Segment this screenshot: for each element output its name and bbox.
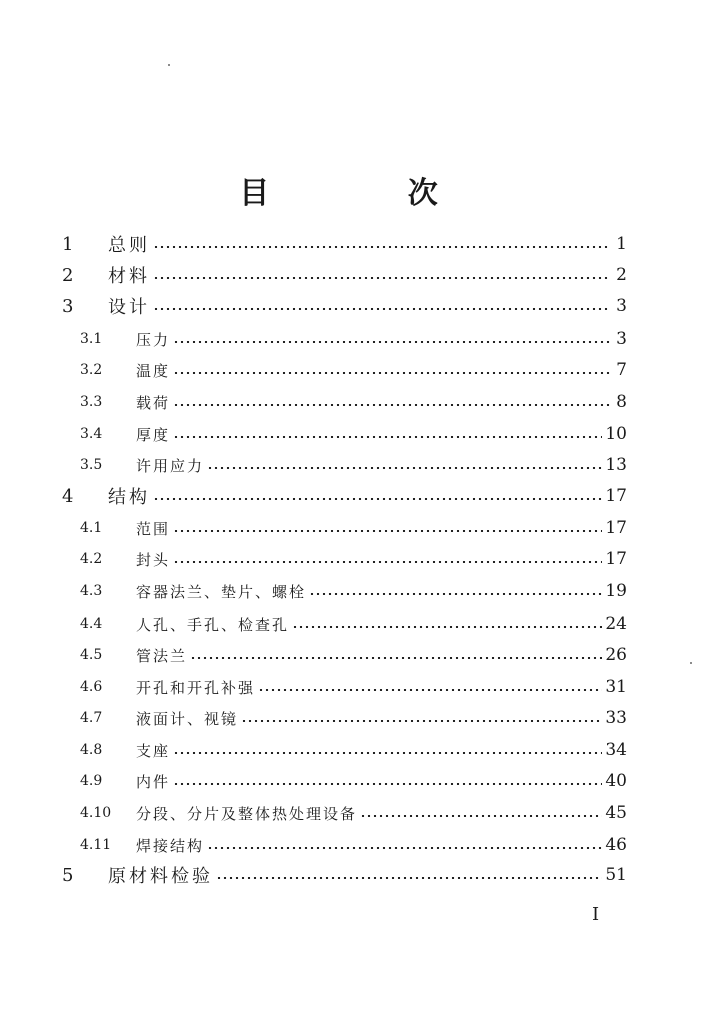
- toc-entry: [80, 576, 627, 606]
- toc-entry-label: 内件: [136, 772, 171, 791]
- dot-leader: [241, 720, 602, 722]
- toc-entry-page: 13: [605, 455, 627, 475]
- toc-entry: [80, 387, 627, 417]
- toc-entry-label: 结构: [108, 487, 150, 508]
- toc-entry: [80, 419, 627, 449]
- dot-leader: [258, 689, 602, 691]
- toc-entry: [62, 291, 627, 321]
- toc-entry-page: 17: [605, 486, 627, 506]
- toc-entry-number: 3: [62, 295, 74, 317]
- toc-entry-label: 范围: [136, 519, 171, 538]
- dot-leader: [173, 530, 602, 532]
- toc-entry: [80, 513, 627, 543]
- toc-entry-label: 温度: [136, 361, 171, 380]
- dot-leader: [153, 277, 610, 279]
- toc-entry-page: 7: [616, 360, 627, 380]
- toc-entry-number: 4.6: [80, 679, 103, 695]
- toc-entry-page: 46: [605, 835, 627, 855]
- toc-entry-page: 19: [605, 581, 627, 601]
- toc-entry-number: 4.2: [80, 551, 103, 567]
- toc-entry-label: 原材料检验: [108, 866, 213, 887]
- toc-entry-number: 1: [62, 233, 74, 255]
- toc-entry: [80, 672, 627, 702]
- dot-leader: [216, 877, 602, 879]
- toc-entry: [62, 860, 627, 890]
- toc-entry-number: 4.5: [80, 647, 103, 663]
- toc-entry-number: 4.9: [80, 773, 103, 789]
- toc-entry-number: 3.5: [80, 457, 103, 473]
- dot-leader: [190, 657, 602, 659]
- dot-leader: [360, 815, 602, 817]
- toc-entry: [80, 703, 627, 733]
- toc-entry-page: 34: [605, 740, 627, 760]
- toc-entry: [62, 481, 627, 511]
- toc-entry: [80, 640, 627, 670]
- toc-entry-number: 3.3: [80, 394, 103, 410]
- toc-entry-label: 分段、分片及整体热处理设备: [136, 804, 358, 823]
- toc-entry-page: 31: [605, 677, 627, 697]
- dot-leader: [173, 372, 610, 374]
- toc-entry: [62, 260, 627, 290]
- toc-entry-label: 封头: [136, 550, 171, 569]
- toc-entry-page: 33: [605, 708, 627, 728]
- toc-entry-page: 2: [616, 265, 627, 285]
- toc-entry-number: 4.10: [80, 805, 112, 821]
- toc-entry-label: 容器法兰、垫片、螺栓: [136, 582, 307, 601]
- toc-entry-page: 10: [605, 424, 627, 444]
- toc-entry-number: 4.7: [80, 710, 103, 726]
- toc-entry-label: 总则: [108, 235, 150, 256]
- dot-leader: [292, 626, 602, 628]
- toc-entry-label: 压力: [136, 330, 171, 349]
- toc-entry-label: 焊接结构: [136, 836, 205, 855]
- dot-leader: [173, 341, 610, 343]
- toc-entry-label: 设计: [108, 297, 150, 318]
- toc-entry-page: 8: [616, 392, 627, 412]
- scan-speck: [168, 64, 170, 66]
- dot-leader: [153, 246, 610, 248]
- toc-entry-page: 3: [616, 329, 627, 349]
- toc-entry-page: 17: [605, 518, 627, 538]
- toc-entry-page: 17: [605, 549, 627, 569]
- page-title: 目 次: [239, 176, 502, 211]
- dot-leader: [153, 498, 602, 500]
- dot-leader: [153, 308, 610, 310]
- toc-entry-label: 人孔、手孔、检查孔: [136, 615, 290, 634]
- toc-entry-label: 液面计、视镜: [136, 709, 239, 728]
- page-folio: I: [592, 904, 600, 925]
- toc-entry: [62, 229, 627, 259]
- toc-entry: [80, 798, 627, 828]
- toc-entry-label: 材料: [108, 266, 150, 287]
- dot-leader: [173, 404, 610, 406]
- toc-entry-label: 厚度: [136, 425, 171, 444]
- toc-entry: [80, 766, 627, 796]
- toc-entry: [80, 735, 627, 765]
- dot-leader: [173, 561, 602, 563]
- dot-leader: [309, 593, 602, 595]
- toc-entry-number: 4.4: [80, 616, 103, 632]
- toc-entry-number: 3.4: [80, 426, 103, 442]
- toc-entry-number: 3.1: [80, 331, 103, 347]
- toc-entry: [80, 355, 627, 385]
- toc-entry-page: 24: [605, 614, 627, 634]
- scan-speck: [690, 662, 692, 664]
- toc-entry-number: 5: [62, 864, 74, 886]
- toc-entry: [80, 450, 627, 480]
- toc-entry-page: 51: [605, 865, 627, 885]
- dot-leader: [173, 436, 602, 438]
- toc-entry: [80, 830, 627, 860]
- toc-entry-label: 许用应力: [136, 456, 205, 475]
- toc-entry: [80, 324, 627, 354]
- toc-entry-page: 1: [616, 234, 627, 254]
- toc-entry-number: 4.3: [80, 583, 103, 599]
- dot-leader: [207, 467, 602, 469]
- toc-entry-label: 开孔和开孔补强: [136, 678, 256, 697]
- toc-entry-number: 4.11: [80, 837, 112, 853]
- toc-entry-label: 载荷: [136, 393, 171, 412]
- dot-leader: [207, 847, 602, 849]
- toc-entry: [80, 609, 627, 639]
- toc-entry-page: 26: [605, 645, 627, 665]
- dot-leader: [173, 783, 602, 785]
- toc-entry-number: 4: [62, 485, 74, 507]
- toc-entry-number: 2: [62, 264, 74, 286]
- dot-leader: [173, 752, 602, 754]
- toc-entry-number: 4.1: [80, 520, 103, 536]
- toc-entry-page: 3: [616, 296, 627, 316]
- toc-entry-page: 45: [605, 803, 627, 823]
- toc-entry-label: 支座: [136, 741, 171, 760]
- toc-entry: [80, 544, 627, 574]
- toc-entry-number: 3.2: [80, 362, 103, 378]
- toc-entry-label: 管法兰: [136, 646, 188, 665]
- toc-entry-number: 4.8: [80, 742, 103, 758]
- toc-entry-page: 40: [605, 771, 627, 791]
